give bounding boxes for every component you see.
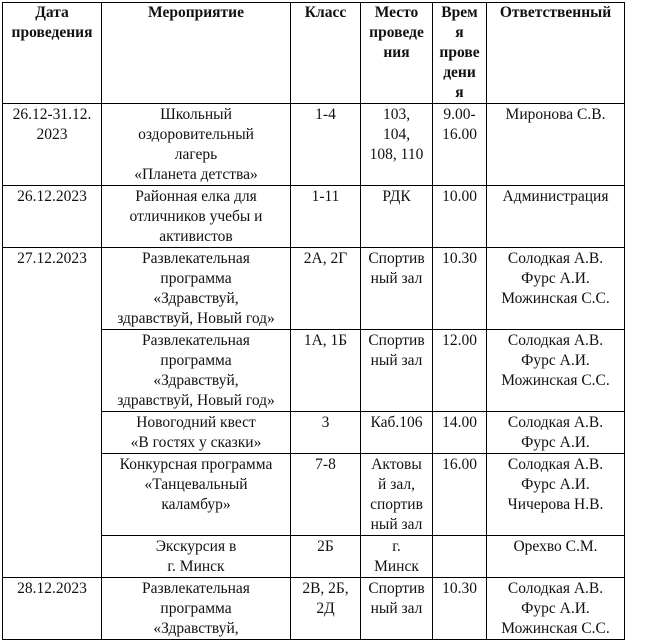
cell-text: Солодкая А.В. <box>507 332 604 349</box>
cell-text: лагерь <box>174 146 218 163</box>
cell-class <box>291 536 361 578</box>
cell-text: 103, <box>382 106 411 123</box>
cell-text: Администрация <box>502 188 609 205</box>
cell-text: 2В, 2Б, <box>302 580 349 597</box>
cell-time <box>433 454 487 536</box>
cell-text: 26.12.2023 <box>17 188 87 205</box>
header-text: проведения <box>11 24 93 41</box>
cell-text: отличников учебы и <box>129 208 263 225</box>
cell-event <box>102 454 291 536</box>
cell-text: Развлекательная <box>142 332 250 349</box>
cell-time <box>433 536 487 578</box>
header-class <box>291 3 361 104</box>
cell-text: Школьный <box>160 106 232 123</box>
cell-text: г. Минск <box>167 558 225 575</box>
cell-time <box>433 104 487 186</box>
cell-text: Можинская С.С. <box>501 372 610 389</box>
cell-text: 1А, 1Б <box>303 332 348 349</box>
cell-text: «В гостях у сказки» <box>130 434 262 451</box>
header-date <box>3 3 102 104</box>
cell-place <box>361 536 433 578</box>
cell-responsible <box>487 454 625 536</box>
cell-text: Фурс А.И. <box>521 600 590 617</box>
cell-text: Актовы <box>371 456 422 473</box>
header-text: дени <box>443 64 476 81</box>
cell-text: й зал, <box>378 476 415 493</box>
cell-text: «Танцевальный <box>144 476 248 493</box>
cell-text: 7-8 <box>315 456 336 473</box>
cell-text: Новогодний квест <box>136 414 256 431</box>
cell-text: ный зал <box>370 600 423 617</box>
cell-text: 10.30 <box>442 580 477 597</box>
header-text: Класс <box>304 4 347 21</box>
header-text: я <box>455 84 464 101</box>
cell-text: Фурс А.И. <box>521 434 590 451</box>
cell-event <box>102 104 291 186</box>
cell-text: Спортив <box>368 250 425 267</box>
cell-place <box>361 578 433 640</box>
cell-text: «Здравствуй, <box>153 620 239 637</box>
cell-responsible <box>487 412 625 454</box>
cell-text: здравствуй, Новый год» <box>117 392 275 409</box>
cell-class <box>291 330 361 412</box>
cell-time <box>433 248 487 330</box>
cell-text: Спортив <box>368 580 425 597</box>
header-event <box>102 3 291 104</box>
cell-text: Фурс А.И. <box>521 270 590 287</box>
cell-text: Районная елка для <box>135 188 257 205</box>
cell-text: ный зал <box>370 270 423 287</box>
cell-text: 2Б <box>317 538 334 555</box>
cell-text: 1-4 <box>315 106 336 123</box>
header-place <box>361 3 433 104</box>
cell-responsible <box>487 186 625 248</box>
cell-text: программа <box>160 270 232 287</box>
cell-class <box>291 412 361 454</box>
header-text: Ответственный <box>499 4 612 21</box>
cell-text: Солодкая А.В. <box>507 456 604 473</box>
cell-place <box>361 248 433 330</box>
cell-text: г. <box>392 538 401 555</box>
cell-place <box>361 412 433 454</box>
cell-text: 2А, 2Г <box>303 250 348 267</box>
cell-class <box>291 578 361 640</box>
cell-text: спортив <box>370 496 423 513</box>
cell-date <box>3 104 102 186</box>
cell-text: оздоровительный <box>138 126 254 143</box>
header-text: прове <box>439 44 480 61</box>
cell-text: Миронова С.В. <box>505 106 606 123</box>
cell-text: Орехво С.М. <box>513 538 598 555</box>
cell-event <box>102 186 291 248</box>
cell-place <box>361 454 433 536</box>
cell-text: Развлекательная <box>142 580 250 597</box>
header-text: я <box>455 24 464 41</box>
cell-text: здравствуй, Новый год» <box>117 310 275 327</box>
cell-text: 28.12.2023 <box>17 580 87 597</box>
header-text: Место <box>374 4 419 21</box>
cell-text: активистов <box>159 228 233 245</box>
cell-text: 108, 110 <box>369 146 424 163</box>
cell-event <box>102 536 291 578</box>
cell-date <box>3 578 102 640</box>
cell-text: 10.30 <box>442 250 477 267</box>
cell-time <box>433 412 487 454</box>
header-text: Дата <box>35 4 69 21</box>
cell-place <box>361 186 433 248</box>
cell-text: «Планета детства» <box>134 166 258 183</box>
table-row <box>3 248 625 330</box>
cell-text: Спортив <box>368 332 425 349</box>
cell-responsible <box>487 248 625 330</box>
cell-time <box>433 578 487 640</box>
header-text: ния <box>383 44 410 61</box>
cell-event <box>102 330 291 412</box>
cell-text: 12.00 <box>442 332 477 349</box>
cell-text: Развлекательная <box>142 250 250 267</box>
cell-text: 27.12.2023 <box>17 250 87 267</box>
cell-class <box>291 186 361 248</box>
table-row <box>3 186 625 248</box>
cell-text: ный зал <box>370 352 423 369</box>
cell-text: 9.00- <box>443 106 476 123</box>
cell-text: Солодкая А.В. <box>507 580 604 597</box>
table-row <box>3 578 625 640</box>
cell-text: Солодкая А.В. <box>507 250 604 267</box>
cell-text: Минск <box>374 558 419 575</box>
cell-place <box>361 330 433 412</box>
cell-text: Фурс А.И. <box>521 476 590 493</box>
cell-responsible <box>487 104 625 186</box>
cell-date <box>3 186 102 248</box>
cell-text: 2Д <box>316 600 335 617</box>
cell-text: 1-11 <box>311 188 340 205</box>
cell-text: Можинская С.С. <box>501 290 610 307</box>
cell-text: 16.00 <box>442 456 477 473</box>
cell-text: Экскурсия в <box>155 538 237 555</box>
header-row <box>3 3 625 104</box>
cell-class <box>291 248 361 330</box>
cell-text: «Здравствуй, <box>153 372 239 389</box>
cell-responsible <box>487 330 625 412</box>
header-text: проведе <box>369 24 424 41</box>
cell-text: Можинская С.С. <box>501 620 610 637</box>
cell-text: 2023 <box>36 126 68 143</box>
cell-text: Конкурсная программа <box>119 456 273 473</box>
cell-text: 16.00 <box>442 126 477 143</box>
cell-class <box>291 454 361 536</box>
header-time <box>433 3 487 104</box>
cell-text: Чичерова Н.В. <box>507 496 604 513</box>
cell-place <box>361 104 433 186</box>
cell-text: ный зал <box>370 516 423 533</box>
cell-text: программа <box>160 352 232 369</box>
cell-time <box>433 330 487 412</box>
cell-event <box>102 248 291 330</box>
cell-text: каламбур» <box>161 496 231 513</box>
cell-date <box>3 248 102 578</box>
cell-text: 14.00 <box>442 414 477 431</box>
cell-text: программа <box>160 600 232 617</box>
header-text: Врем <box>441 4 478 21</box>
document-page <box>2 2 625 640</box>
header-responsible <box>487 3 625 104</box>
cell-text: Фурс А.И. <box>521 352 590 369</box>
cell-event <box>102 578 291 640</box>
event-schedule-table <box>2 2 625 640</box>
table-row <box>3 104 625 186</box>
cell-text: РДК <box>382 188 411 205</box>
cell-class <box>291 104 361 186</box>
cell-responsible <box>487 578 625 640</box>
header-text: Мероприятие <box>148 4 244 21</box>
cell-text: 26.12-31.12. <box>12 106 92 123</box>
cell-text: Каб.106 <box>370 414 423 431</box>
cell-text: 104, <box>382 126 411 143</box>
cell-text: 10.00 <box>442 188 477 205</box>
cell-text: Солодкая А.В. <box>507 414 604 431</box>
cell-text: 3 <box>321 414 330 431</box>
cell-event <box>102 412 291 454</box>
cell-time <box>433 186 487 248</box>
cell-responsible <box>487 536 625 578</box>
cell-text: «Здравствуй, <box>153 290 239 307</box>
